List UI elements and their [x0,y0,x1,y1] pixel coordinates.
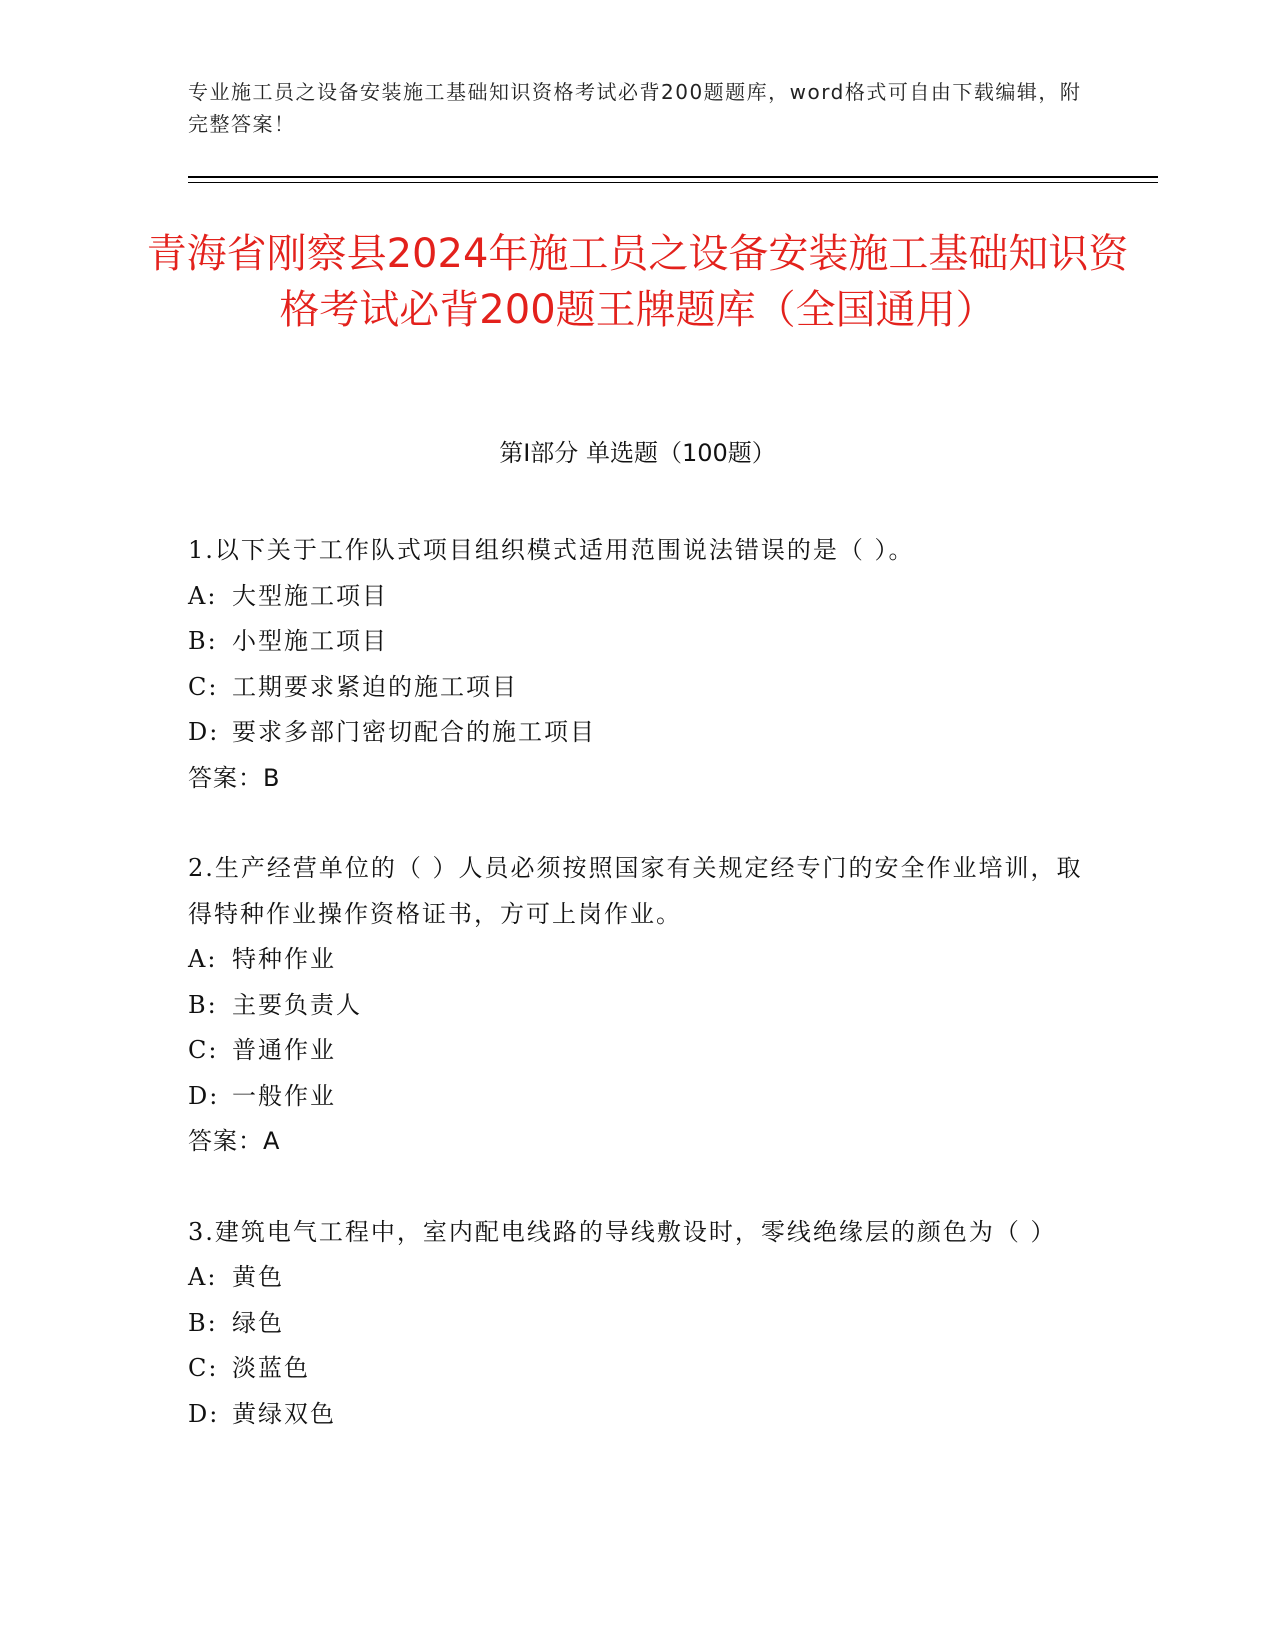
question-stem: 1.以下关于工作队式项目组织模式适用范围说法错误的是（ ）。 [188,536,915,564]
option-c [188,665,1088,711]
question-list [188,528,1088,1482]
option-letter: C: [188,1354,219,1382]
option-c [188,1028,1088,1074]
option-text: 绿色 [232,1308,284,1337]
option-a [188,574,1088,620]
header-rule-thin [188,182,1158,183]
option-b [188,983,1088,1029]
option-text: 大型施工项目 [232,581,388,610]
option-text: 工期要求紧迫的施工项目 [232,672,518,701]
question-stem: 3.建筑电气工程中，室内配电线路的导线敷设时，零线绝缘层的颜色为（ ） [188,1217,1057,1246]
option-c [188,1346,1088,1392]
option-letter: D: [188,1081,220,1110]
question-1 [188,528,1088,801]
option-text: 黄色 [232,1263,284,1291]
option-letter: D: [188,1399,220,1428]
question-stem: 2.生产经营单位的（ ）人员必须按照国家有关规定经专门的安全作业培训，取得特种作业操作资格证书，方可上岗作业。 [188,854,1083,928]
option-letter: A: [188,945,218,973]
answer: 答案：A [188,1127,281,1155]
option-text: 小型施工项目 [232,627,388,655]
option-letter: B: [188,1308,218,1337]
option-text: 要求多部门密切配合的施工项目 [232,718,596,746]
option-letter: D: [188,718,220,746]
option-text: 特种作业 [232,945,336,973]
answer: 答案：B [188,763,281,792]
option-text: 黄绿双色 [232,1399,336,1428]
option-b [188,1301,1088,1347]
option-letter: A: [188,581,218,610]
option-a [188,1255,1088,1301]
option-letter: C: [188,1036,219,1064]
option-letter: C: [188,672,219,701]
document-title: 青海省刚察县2024年施工员之设备安装施工基础知识资格考试必背200题王牌题库（全国通用） [146,231,1129,333]
option-text: 主要负责人 [232,990,362,1019]
question-3 [188,1210,1088,1438]
option-text: 普通作业 [232,1036,336,1064]
section-title: 第I部分 单选题（100题） [499,439,776,467]
option-letter: B: [188,627,218,655]
option-letter: B: [188,990,218,1019]
question-2 [188,846,1088,1165]
option-letter: A: [188,1263,218,1291]
option-text: 淡蓝色 [232,1354,310,1382]
option-b [188,619,1088,665]
header-rule-thick [188,176,1158,178]
option-text: 一般作业 [232,1081,336,1110]
option-d [188,1392,1088,1438]
option-d [188,1074,1088,1120]
option-d [188,710,1088,756]
option-a [188,937,1088,983]
header-note: 专业施工员之设备安装施工基础知识资格考试必背200题题库，word格式可自由下载编辑，附完整答案！ [188,80,1082,136]
